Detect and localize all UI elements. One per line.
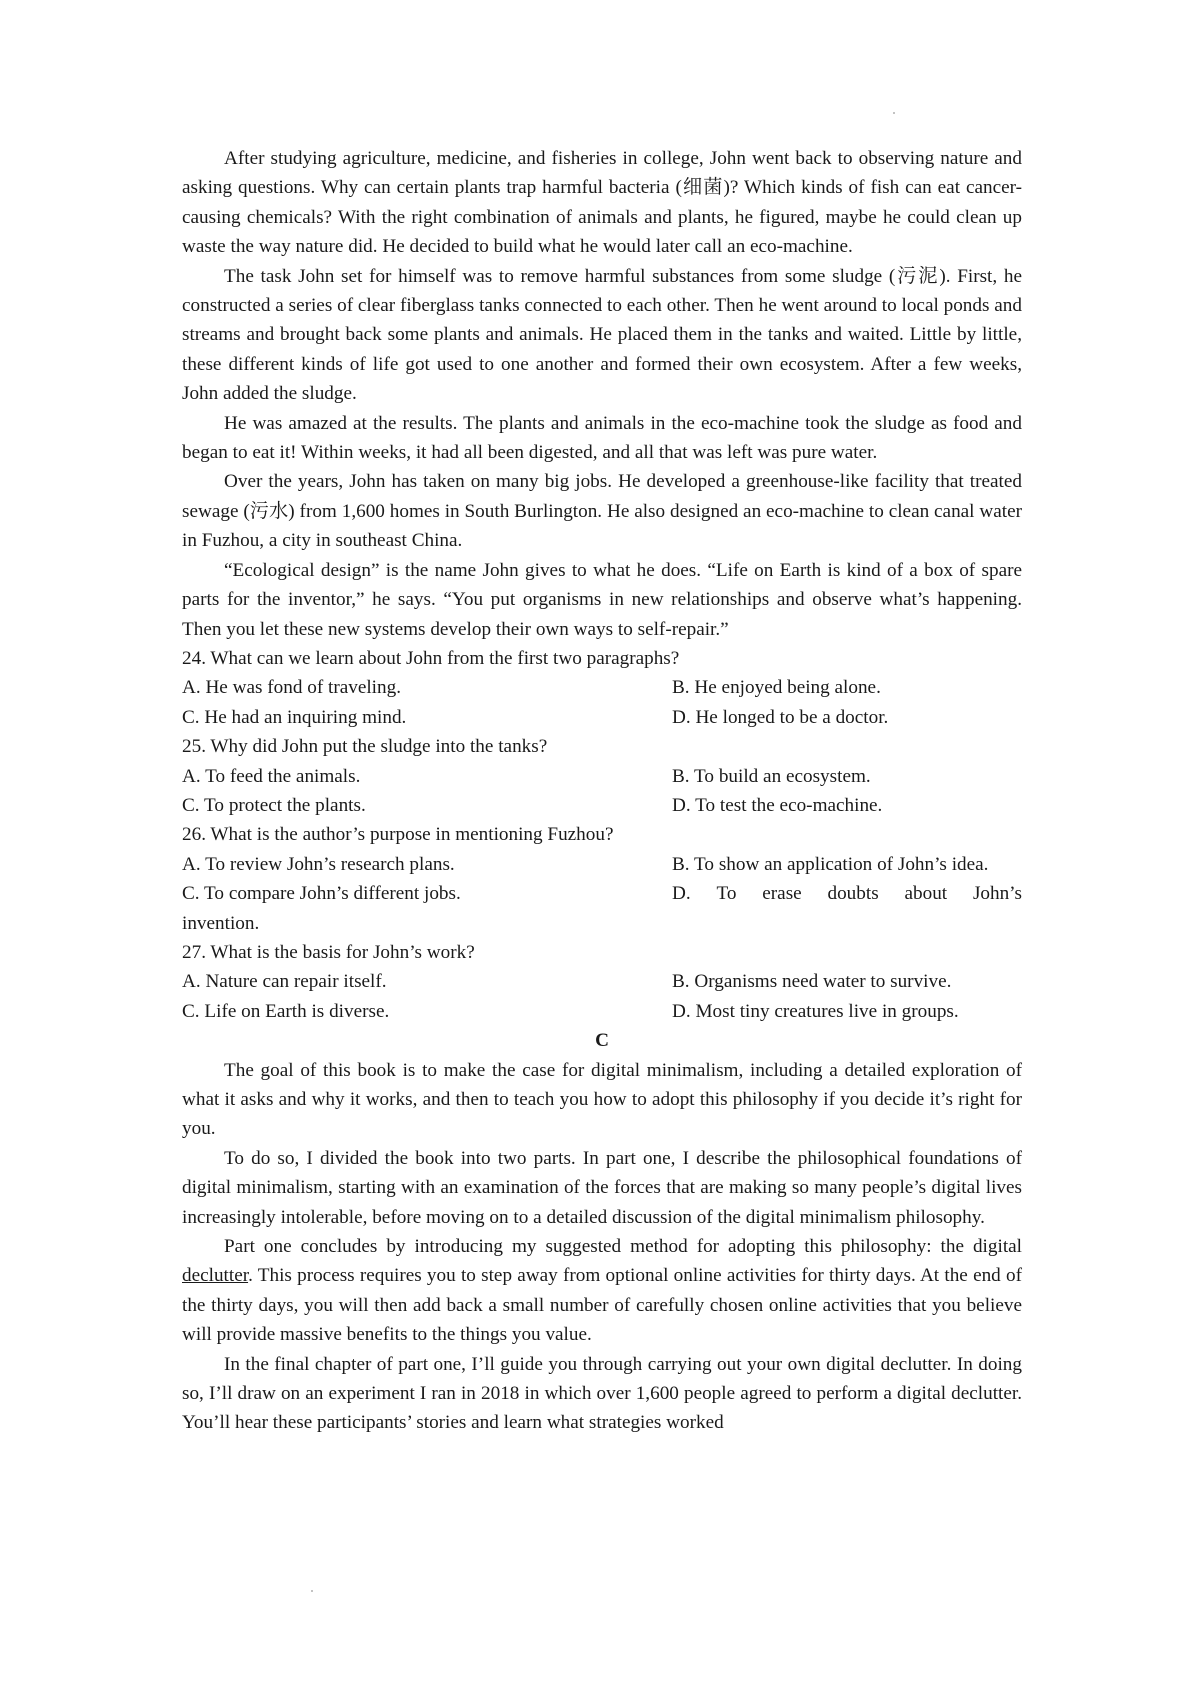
option-d-continuation: invention. [182,912,260,934]
option-d-word: D. [672,883,691,905]
question-24 [182,644,1022,732]
passage-paragraph: Over the years, John has taken on many big jobs. He developed a greenhouse-like facility that treated sewage (污水) from 1,600 homes in South Burlington. He also designed an eco-machine to clean canal water in Fuzhou, a city in southeast China. [182,471,1022,552]
option-b: B. To show an application of John’s idea. [672,853,989,875]
option-b: B. Organisms need water to survive. [672,971,952,993]
option-b: B. He enjoyed being alone. [672,677,881,699]
answer-options [182,967,1022,1026]
option-a: A. To review John’s research plans. [182,853,455,875]
option-d-word: erase [762,883,802,905]
text-run: . This process requires you to step away from optional online activities for thirty days. At the end of the thirty days, you will then add back a small number of carefully chosen online activities that you believe will provide massive benefits to the things you value. [182,1265,1022,1346]
option-d-word: To [716,883,737,905]
passage-paragraph: The task John set for himself was to remove harmful substances from some sludge (污泥). First, he constructed a series of clear fiberglass tanks connected to each other. Then he went around to local ponds and streams and brought back some plants and animals. He placed them in the tanks and waited. Little by little, these different kinds of life got used to one another and formed their own ecosystem. After a few weeks, John added the sludge. [182,265,1022,405]
section-heading: C [595,1030,609,1052]
option-b: B. To build an ecosystem. [672,765,871,787]
answer-options [182,762,1022,821]
option-a: A. He was fond of traveling. [182,677,401,699]
question-stem: 26. What is the author’s purpose in mentioning Fuzhou? [182,824,614,846]
option-a: A. To feed the animals. [182,765,361,787]
passage-paragraph: In the final chapter of part one, I’ll guide you through carrying out your own digital declutter. In doing so, I’ll draw on an experiment I ran in 2018 in which over 1,600 people agreed to perform a digital declutter. You’ll hear these participants’ stories and learn what strategies worked [182,1353,1022,1434]
question-stem: 25. Why did John put the sludge into the tanks? [182,736,548,758]
answer-options [182,673,1022,732]
question-25 [182,732,1022,820]
exam-page [182,144,1022,1438]
option-c: C. He had an inquiring mind. [182,706,407,728]
option-c: C. To compare John’s different jobs. [182,883,461,905]
option-d-word: about [904,883,948,905]
scan-speck [893,112,895,114]
option-d: D. Most tiny creatures live in groups. [672,1000,959,1022]
option-d-word: doubts [827,883,879,905]
passage-b [182,144,1022,644]
option-d [672,879,1022,908]
option-c: C. To protect the plants. [182,794,366,816]
passage-paragraph: After studying agriculture, medicine, and fisheries in college, John went back to observing nature and asking questions. Why can certain plants trap harmful bacteria (细菌)? Which kinds of fish can eat cancer-causing chemicals? With the right combination of animals and plants, he figured, maybe he could clean up waste the way nature did. He decided to build what he would later call an eco-machine. [182,148,1022,258]
passage-paragraph [182,1232,1022,1350]
question-27 [182,938,1022,1026]
text-run: Part one concludes by introducing my suggested method for adopting this philosophy: the digital [224,1236,1022,1258]
option-c: C. Life on Earth is diverse. [182,1000,390,1022]
passage-paragraph: “Ecological design” is the name John gives to what he does. “Life on Earth is kind of a box of spare parts for the inventor,” he says. “You put organisms in new relationships and observe what’s happening. Then you let these new systems develop their own ways to self-repair.” [182,559,1022,640]
option-a: A. Nature can repair itself. [182,971,387,993]
option-d-word: John’s [972,883,1022,905]
option-d: D. He longed to be a doctor. [672,706,889,728]
question-stem: 24. What can we learn about John from the first two paragraphs? [182,647,680,669]
answer-options [182,850,1022,909]
question-stem: 27. What is the basis for John’s work? [182,941,475,963]
question-26 [182,820,1022,938]
underlined-word: declutter [182,1265,249,1287]
scan-speck [311,1590,313,1592]
passage-paragraph: The goal of this book is to make the case for digital minimalism, including a detailed exploration of what it asks and why it works, and then to teach you how to adopt this philosophy if you decide it’s right for you. [182,1059,1022,1140]
passage-paragraph: To do so, I divided the book into two parts. In part one, I describe the philosophical foundations of digital minimalism, starting with an examination of the forces that are making so many people’s digital lives increasingly intolerable, before moving on to a detailed discussion of the digital minimalism philosophy. [182,1147,1022,1228]
option-d: D. To test the eco-machine. [672,794,883,816]
passage-paragraph: He was amazed at the results. The plants and animals in the eco-machine took the sludge as food and began to eat it! Within weeks, it had all been digested, and all that was left was pure water. [182,412,1022,464]
passage-c [182,1056,1022,1438]
